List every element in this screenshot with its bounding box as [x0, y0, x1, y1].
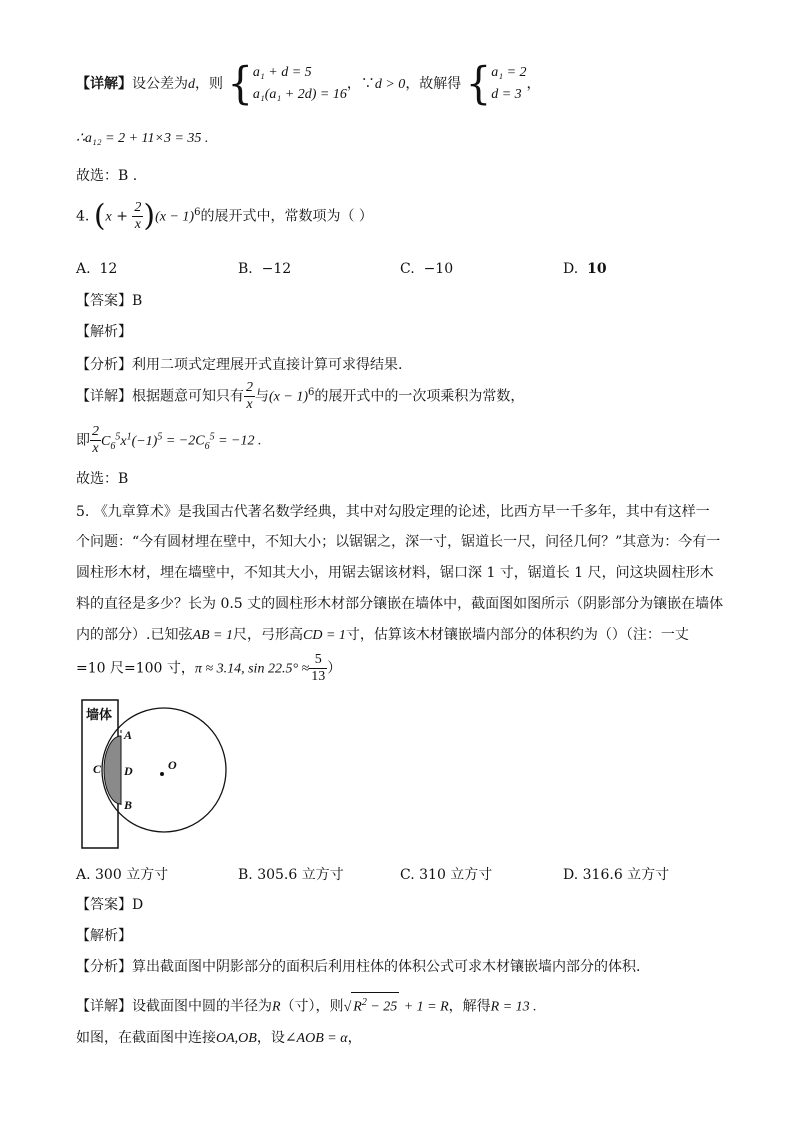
option-value: 10 — [587, 261, 607, 277]
because-text: ，∵ — [346, 76, 375, 92]
q5-line-3: 圆柱形木材，埋在墙壁中，不知其大小，用锯去锯该材料，锯口深 1 寸，锯道长 1 尺，问这块圆柱形木 — [76, 565, 714, 581]
q5-text-5a: 内的部分）.已知弦 — [76, 627, 193, 643]
q5-option-c[interactable] — [400, 864, 492, 884]
solution-eq-2: d = 3 — [491, 87, 522, 102]
q5-text-5e: 寸，估算该木材镶嵌墙内部分的体积约为（）（注：一丈 — [345, 627, 689, 643]
detail-line-1 — [76, 58, 541, 110]
option-label: C. — [400, 261, 415, 277]
q5-detail-b: （寸），则 — [280, 998, 344, 1015]
detail-tag: 【详解】 — [76, 76, 132, 92]
q4-ji-end: = −12 . — [218, 433, 262, 449]
option-value: −12 — [261, 261, 292, 277]
q5-pi-sin: π ≈ 3.14, sin 22.5° ≈ — [194, 661, 310, 677]
q4-option-a[interactable] — [76, 261, 117, 277]
option-value: −10 — [423, 261, 454, 277]
center-dot — [160, 772, 164, 776]
option-label: C. — [400, 867, 415, 883]
q5-fenxi: 【分析】算出截面图中阴影部分的面积后利用柱体的体积公式可求木材镶嵌墙内部分的体积. — [76, 959, 641, 975]
q5-last-e: ， — [347, 1030, 362, 1046]
q5-cd: CD = 1 — [303, 628, 346, 643]
result-line: ∴a₁₂ = 2 + 11×3 = 35 . — [76, 131, 209, 146]
label-c: C — [93, 762, 102, 776]
option-value: 305.6 立方寸 — [257, 867, 344, 883]
label-o: O — [168, 758, 177, 772]
label-a: A — [124, 728, 133, 742]
q5-ab: AB = 1 — [192, 628, 234, 643]
q5-last-line — [76, 1028, 362, 1049]
equation-system-2: { a₁ = 2 d = 3 — [465, 58, 527, 110]
q4-fenxi: 【分析】利用二项式定理展开式直接计算可求得结果. — [76, 357, 403, 373]
q5-last-b: OA,OB — [216, 1031, 257, 1046]
option-label: B. — [238, 867, 253, 883]
q4-stem: 4. (x + $\frac{2}{x}$ )$(x - 1)^6$的展开式中，常数项为（ ） — [76, 198, 373, 234]
q4-detail: 【详解】根据题意可知只有 $\frac{2}{x}$ 与$(x - 1)^6$的展开式中的一次项乘积为常数， — [76, 380, 525, 412]
q5-option-b[interactable] — [238, 864, 344, 884]
solution-eq-1: a₁ = 2 — [491, 65, 527, 80]
q5-text-1: 《九章算术》是我国古代著名数学经典，其中对勾股定理的论述，比西方早一千多年，其中有这样一 — [93, 504, 710, 520]
option-value: 310 立方寸 — [419, 867, 493, 883]
q5-detail-c: + 1 = R — [403, 999, 449, 1015]
solve-text: ，故解得 — [405, 76, 462, 92]
q5-option-d[interactable] — [563, 864, 669, 884]
system-eq-2: a₁(a₁ + 2d) = 16 — [252, 87, 347, 102]
q5-line-2: 个问题：“今有圆材埋在壁中，不知大小；以锯锯之，深一寸，锯道长一尺，问径几何？”其意为：今有一 — [76, 534, 721, 550]
q4-detail-b: 与 — [255, 388, 269, 405]
q5-text-6a: =10 尺=100 寸， — [76, 660, 195, 677]
q4-ji-tail: = −2C — [165, 433, 205, 449]
frac-2-over-x: $\frac{2}{x}$ — [134, 200, 142, 232]
q4-detail-a: 【详解】根据题意可知只有 — [76, 388, 244, 405]
option-label: D. — [563, 867, 579, 883]
frac-5-13: $\frac{5}{13}$ — [311, 652, 326, 684]
q5-text-5c: 尺，弓形高 — [233, 627, 304, 643]
q5-detail: 【详解】设截面图中圆的半径为R（寸），则√ $R^2 - 25 + 1 = R$，解得R = 13 . — [76, 992, 537, 1018]
q5-detail-e: R = 13 . — [490, 999, 537, 1015]
q4-number: 4. — [76, 208, 90, 225]
q5-detail-a: 【详解】设截面图中圆的半径为 — [76, 998, 272, 1015]
option-value: 316.6 立方寸 — [582, 867, 670, 883]
detail-text: 设公差为 — [132, 76, 188, 92]
q4-option-d[interactable] — [563, 261, 607, 277]
equation-system-1: { a₁ + d = 5 a₁(a₁ + 2d) = 16 — [227, 58, 347, 110]
option-value: 300 立方寸 — [95, 867, 169, 883]
q5-answer: 【答案】D — [76, 897, 144, 913]
q4-stem-suffix: 的展开式中，常数项为（ ） — [200, 208, 373, 225]
option-label: D. — [563, 261, 579, 277]
q4-answer: 【答案】B — [76, 293, 143, 309]
q4-analysis-tag: 【解析】 — [76, 324, 132, 340]
q5-line-5 — [76, 625, 689, 646]
label-b: B — [124, 798, 133, 812]
option-label: A. — [76, 867, 91, 883]
q4-detail-c: 的展开式中的一次项乘积为常数， — [314, 388, 525, 405]
q4-choice: 故选：B — [76, 471, 129, 487]
var-d: d — [188, 77, 195, 92]
q4-ji-line: 即 $\frac{2}{x}$ $C_6^5x^1(-1)^5 = -2C_6^5 = -12$ . — [76, 424, 262, 456]
q5-last-a: 如图，在截面图中连接 — [76, 1030, 216, 1046]
choice-line: 故选：B . — [76, 168, 138, 184]
q5-last-d: ∠AOB = α — [284, 1031, 348, 1046]
label-d: D — [124, 764, 133, 778]
q5-analysis-tag: 【解析】 — [76, 928, 132, 944]
q4-option-c[interactable] — [400, 261, 453, 277]
q5-number: 5. — [76, 504, 90, 520]
d-positive: d > 0 — [374, 77, 406, 92]
q5-detail-d: ，解得 — [448, 998, 491, 1015]
option-label: A. — [76, 261, 91, 277]
q5-line-6 — [76, 652, 341, 692]
system-eq-1: a₁ + d = 5 — [252, 65, 312, 80]
q5-text-6c: ） — [327, 660, 342, 677]
q4-option-b[interactable] — [238, 261, 291, 277]
q5-line-4: 料的直径是多少？长为 0.5 丈的圆柱形木材部分镶嵌在墙体中，截面图如图所示（阴影部分为镶嵌在墙体 — [76, 596, 724, 612]
wall-label: 墙体 — [86, 708, 113, 723]
comma: ， — [526, 76, 541, 92]
q5-last-c: ，设 — [256, 1030, 285, 1046]
option-label: B. — [238, 261, 253, 277]
then-text: ，则 — [195, 76, 223, 92]
q5-option-a[interactable] — [76, 864, 168, 884]
q4-ji: 即 — [76, 432, 90, 449]
q5-line-1 — [76, 502, 710, 522]
q5-figure — [76, 696, 236, 856]
option-value: 12 — [99, 261, 118, 277]
